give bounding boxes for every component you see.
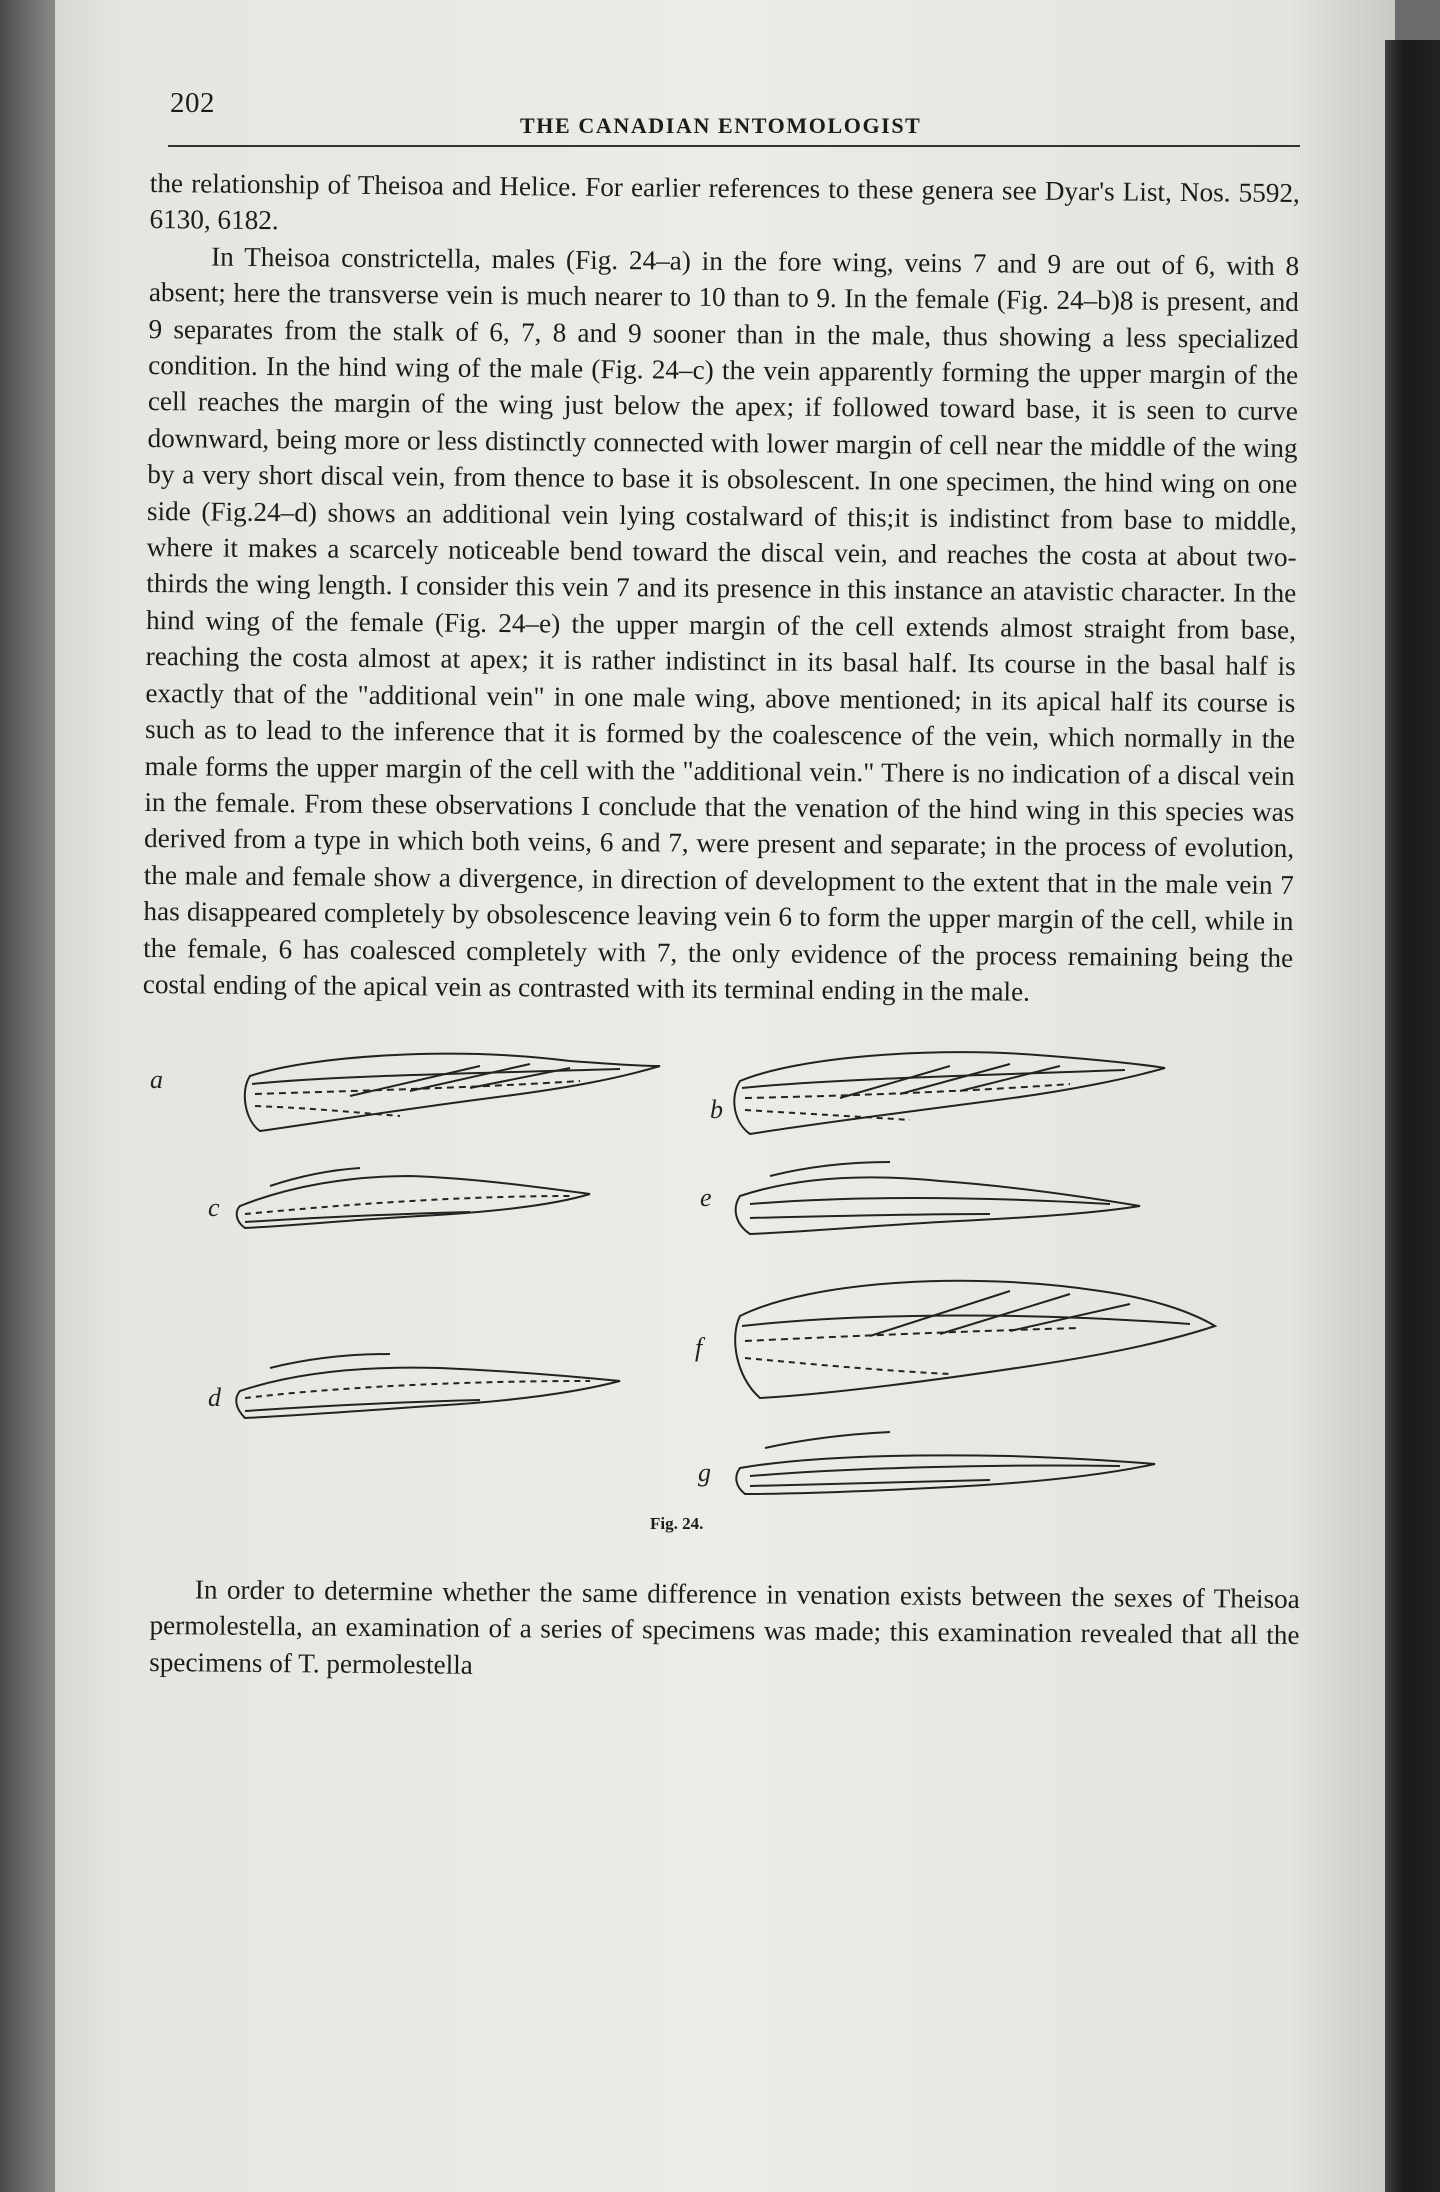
paragraph-3: In order to determine whether the same difference in venation exists between the sexes of Theisoa permolestella, an examination of a series of specimens was made; this examination revealed that all the specimens of T. permolestella (149, 1574, 1300, 1680)
page-header (150, 75, 1300, 145)
wing-b (734, 1053, 1165, 1135)
paragraph-2: In Theisoa constrictella, males (Fig. 24–a) in the fore wing, veins 7 and 9 are out of 6, with 8 absent; here the transverse vein is much nearer to 10 than to 9. In the female (Fig. 24–b)8 is present, and 9 separates from the stalk of 6, 7, 8 and 9 sooner than in the male, thus showing a less specialized condition. In the hind wing of the male (Fig. 24–c) the vein apparently forming the upper margin of the cell reaches the margin of the wing just below the apex; if followed toward base, it is seen to curve downward, being more or less distinctly connected with lower margin of cell near the middle of the wing by a very short discal vein, from thence to base it is obsolescent. In one specimen, the hind wing on one side (Fig.24–d) shows an additional vein lying costalward of this;it is indistinct from base to middle, where it makes a scarcely noticeable bend toward the discal vein, and reaches the costa at about two-thirds the wing length. I consider this vein 7 and its presence in this instance an atavistic character. In the hind wing of the female (Fig. 24–e) the upper margin of the cell extends almost straight from base, reaching the costa almost at apex; it is rather indistinct in its basal half. Its course in the basal half is exactly that of the "additional vein" in one male wing, above mentioned; in its apical half its course is such as to lead to the inference that it is formed by the coalescence of the vein, which normally in the male forms the upper margin of the cell with the "additional vein." There is no indication of a discal vein in the female. From these observations I conclude that the venation of the hind wing in this species was derived from a type in which both veins, 6 and 7, were present and separate; in the process of evolution, the male and female show a divergence, in direction of development to the extent that in the male vein 7 has disappeared completely by obsolescence leaving vein 6 to form the upper margin of the cell, while in the female, 6 has coalesced completely with 7, the only evidence of the process remaining being the costal ending of the apical vein as contrasted with its terminal ending in the male. (142, 241, 1300, 1007)
figure-label-d: d (208, 1383, 221, 1413)
wing-d (236, 1354, 620, 1418)
paragraph-1: the relationship of Theisoa and Helice. For earlier references to these genera see Dyar's List, Nos. 5592, 6130, 6182. (149, 167, 1300, 236)
wing-a (245, 1054, 660, 1131)
wing-venation-drawings (150, 1036, 1300, 1536)
figure-label-a: a (150, 1065, 163, 1095)
wing-e (736, 1162, 1140, 1234)
wing-g (736, 1432, 1155, 1494)
body-text (143, 165, 1300, 1012)
figure-label-f: f (695, 1333, 703, 1363)
figure-24 (150, 1036, 1300, 1536)
figure-caption: Fig. 24. (650, 1514, 704, 1534)
header-rule (168, 145, 1300, 147)
body-text-continued (149, 1571, 1300, 1690)
figure-label-c: c (208, 1193, 220, 1223)
running-head: THE CANADIAN ENTOMOLOGIST (520, 113, 922, 138)
figure-label-e: e (700, 1183, 712, 1213)
wing-c (237, 1168, 590, 1228)
figure-label-b: b (710, 1095, 723, 1125)
wing-f (735, 1281, 1215, 1398)
page-content (142, 75, 1300, 1681)
page-number: 202 (170, 87, 215, 119)
figure-label-g: g (698, 1458, 711, 1488)
book-spine (1385, 40, 1440, 2192)
